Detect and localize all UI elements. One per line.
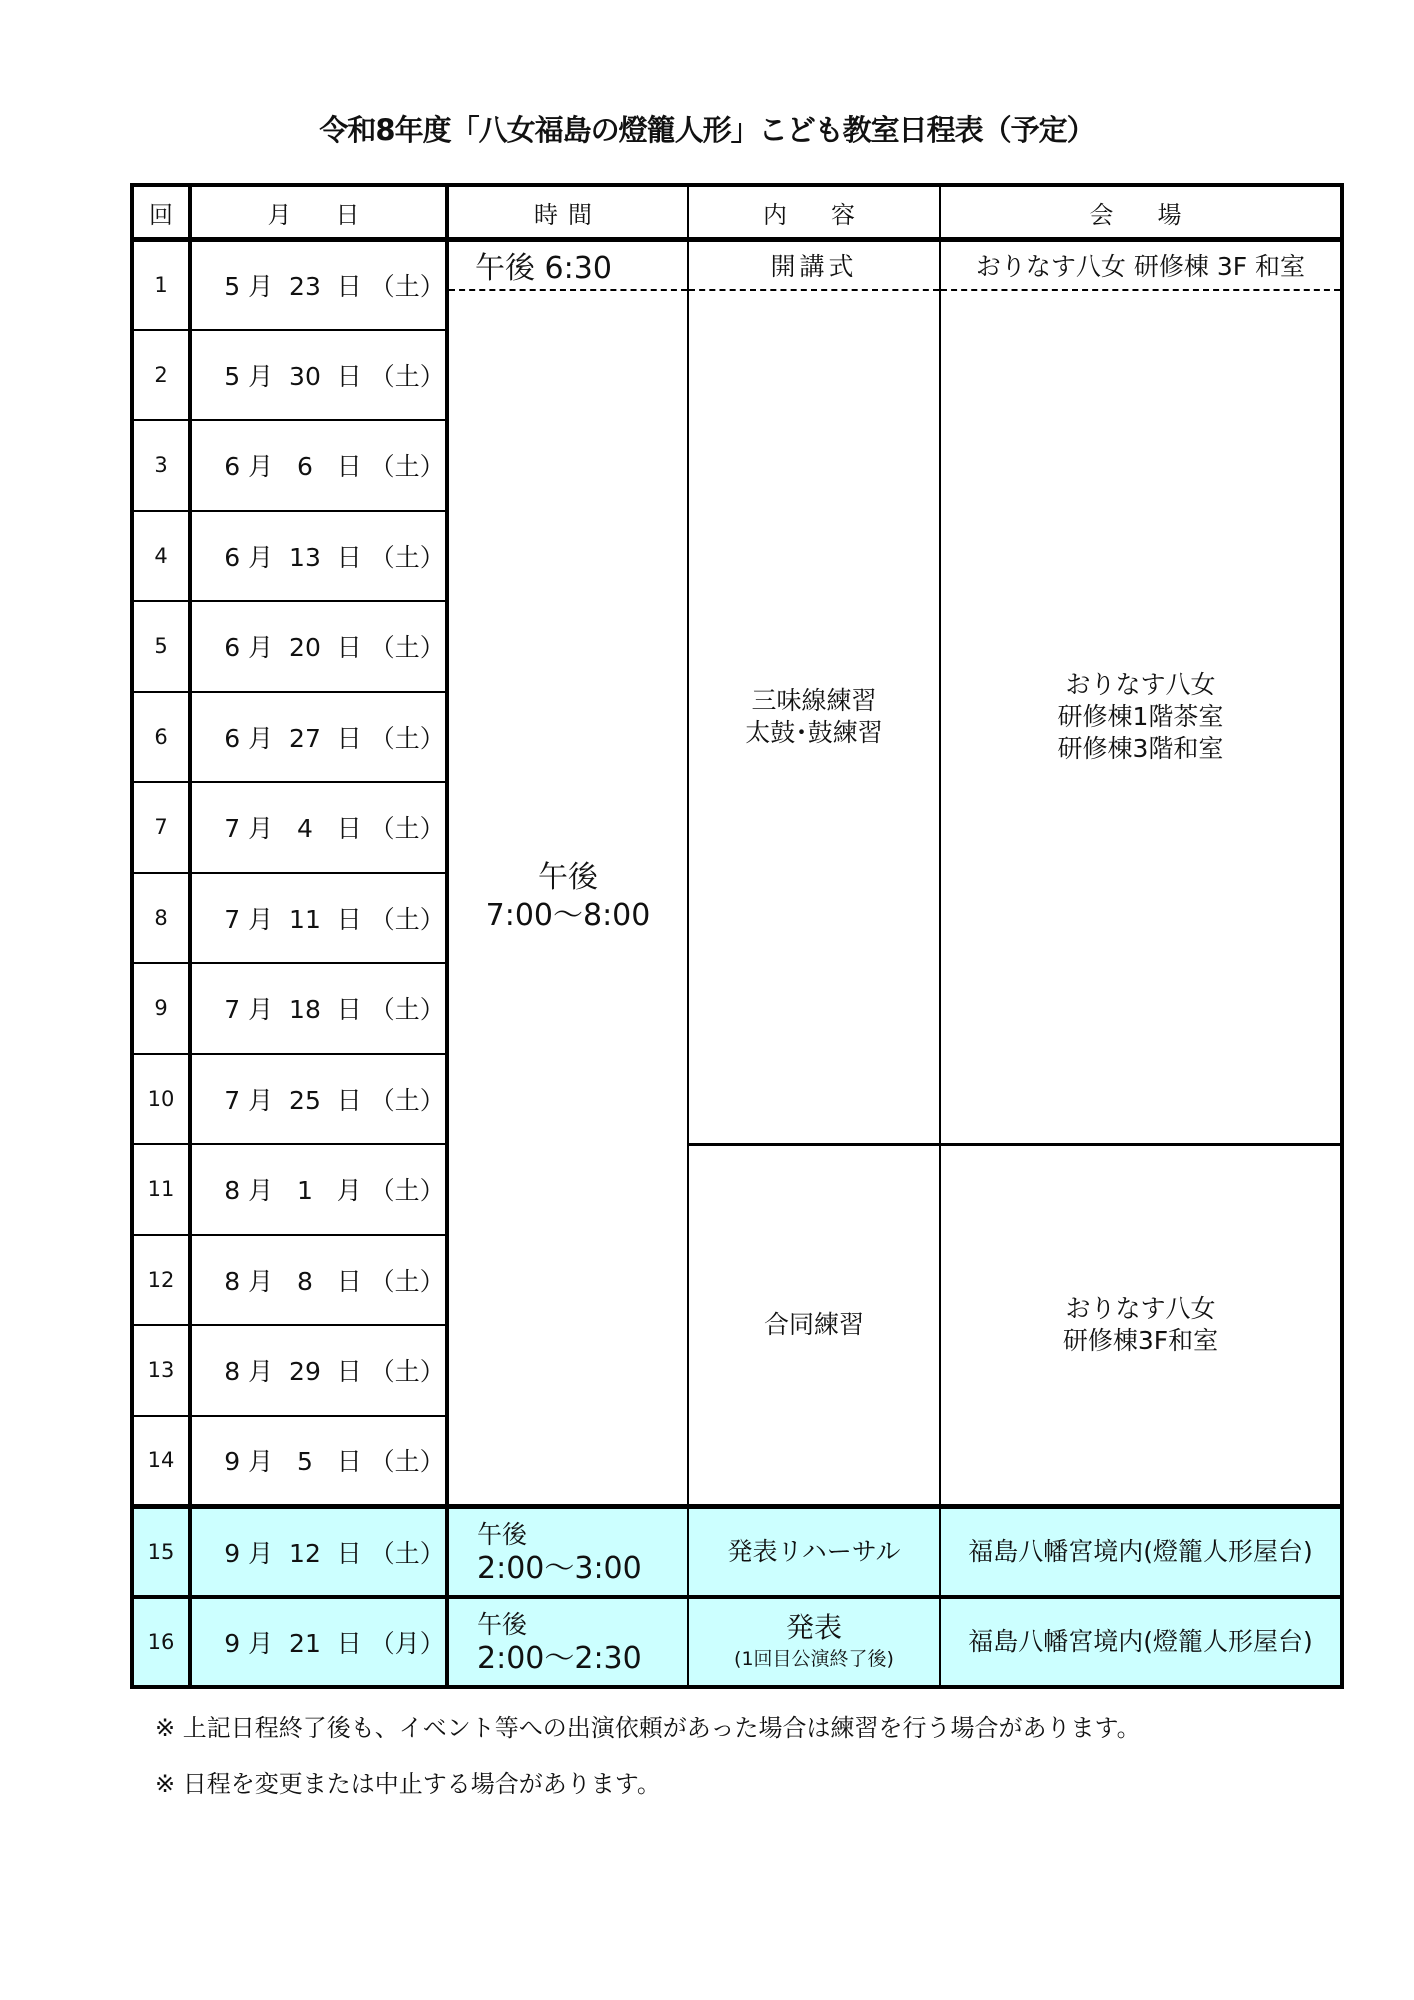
row-number: 11 — [132, 1144, 190, 1235]
joint-practice-venue-cell — [940, 1144, 1342, 1506]
rehearsal-content: 発表リハーサル — [688, 1506, 940, 1597]
venue-line: おりなす八女 — [1065, 1293, 1216, 1323]
row-date: 6 月 27 日 （土） — [190, 692, 447, 783]
row-date: 6 月 13 日 （土） — [190, 511, 447, 602]
time-pm: 午後 — [477, 1519, 528, 1549]
rehearsal-time — [447, 1506, 688, 1597]
row-date: 9 月 5 日 （土） — [190, 1416, 447, 1507]
note: ※ 日程を変更または中止する場合があります。 — [155, 1770, 661, 1798]
row-number: 14 — [132, 1416, 190, 1507]
row-date: 9 月 12 日 （土） — [190, 1506, 447, 1597]
practice-content-cell — [688, 290, 940, 1145]
row-date: 6 月 6 日 （土） — [190, 420, 447, 511]
regular-time-pm: 午後 — [538, 860, 598, 895]
joint-practice-content-cell: 合同練習 — [688, 1144, 940, 1506]
row-date: 7 月 25 日 （土） — [190, 1054, 447, 1145]
table-row — [132, 1144, 1342, 1235]
row-date: 9 月 21 日 （月） — [190, 1597, 447, 1688]
header-content: 内 容 — [688, 185, 940, 240]
row-number: 9 — [132, 963, 190, 1054]
regular-time-range: 7:00～8:00 — [485, 898, 651, 933]
performance-content — [688, 1597, 940, 1688]
venue-line: おりなす八女 — [1065, 669, 1216, 699]
row-date: 7 月 18 日 （土） — [190, 963, 447, 1054]
performance-sublabel: (1回目公演終了後) — [734, 1648, 894, 1671]
row-number: 8 — [132, 873, 190, 964]
row-date: 5 月 30 日 （土） — [190, 330, 447, 421]
row-date: 6 月 20 日 （土） — [190, 601, 447, 692]
row-number: 2 — [132, 330, 190, 421]
row-number: 12 — [132, 1235, 190, 1326]
row-date: 8 月 29 日 （土） — [190, 1325, 447, 1416]
performance-time — [447, 1597, 688, 1688]
row-date: 7 月 11 日 （土） — [190, 873, 447, 964]
time-range: 2:00～3:00 — [477, 1550, 642, 1586]
regular-time-cell — [447, 290, 688, 1507]
performance-venue: 福島八幡宮境内(燈籠人形屋台) — [940, 1597, 1342, 1688]
opening-time: 午後 6:30 — [447, 240, 688, 290]
notes — [155, 1708, 1141, 1820]
table-row-performance — [132, 1597, 1342, 1688]
opening-venue: おりなす八女 研修棟 3F 和室 — [940, 240, 1342, 290]
table-row — [132, 240, 1342, 290]
row-date: 7 月 4 日 （土） — [190, 782, 447, 873]
row-date: 8 月 1 月 （土） — [190, 1144, 447, 1235]
row-number: 16 — [132, 1597, 190, 1688]
venue-line: 研修棟3F和室 — [1062, 1325, 1219, 1355]
header-date: 月 日 — [190, 185, 447, 240]
practice-venue-cell — [940, 290, 1342, 1145]
header-time: 時間 — [447, 185, 688, 240]
opening-content: 開講式 — [688, 240, 940, 290]
header-no: 回 — [132, 185, 190, 240]
row-date: 8 月 8 日 （土） — [190, 1235, 447, 1326]
row-number: 10 — [132, 1054, 190, 1145]
note: ※ 上記日程終了後も、イベント等への出演依頼があった場合は練習を行う場合があります。 — [155, 1714, 1141, 1742]
row-date: 5 月 23 日 （土） — [190, 240, 447, 330]
row-number: 4 — [132, 511, 190, 602]
schedule-table — [130, 183, 1344, 1689]
header-venue: 会 場 — [940, 185, 1342, 240]
row-number: 5 — [132, 601, 190, 692]
row-number: 6 — [132, 692, 190, 783]
performance-label: 発表 — [785, 1611, 842, 1645]
row-number: 3 — [132, 420, 190, 511]
row-number: 1 — [132, 240, 190, 330]
row-number: 13 — [132, 1325, 190, 1416]
page-title: 令和8年度「八女福島の燈籠人形」こども教室日程表（予定） — [319, 113, 1095, 147]
row-number: 7 — [132, 782, 190, 873]
time-pm: 午後 — [477, 1609, 528, 1639]
content-line: 太鼓･鼓練習 — [745, 717, 883, 747]
rehearsal-venue: 福島八幡宮境内(燈籠人形屋台) — [940, 1506, 1342, 1597]
table-row-rehearsal — [132, 1506, 1342, 1597]
time-range: 2:00～2:30 — [477, 1640, 642, 1676]
venue-line: 研修棟3階和室 — [1057, 733, 1224, 763]
header-row — [132, 185, 1342, 240]
row-number: 15 — [132, 1506, 190, 1597]
venue-line: 研修棟1階茶室 — [1057, 701, 1224, 731]
content-line: 三味線練習 — [751, 685, 877, 715]
